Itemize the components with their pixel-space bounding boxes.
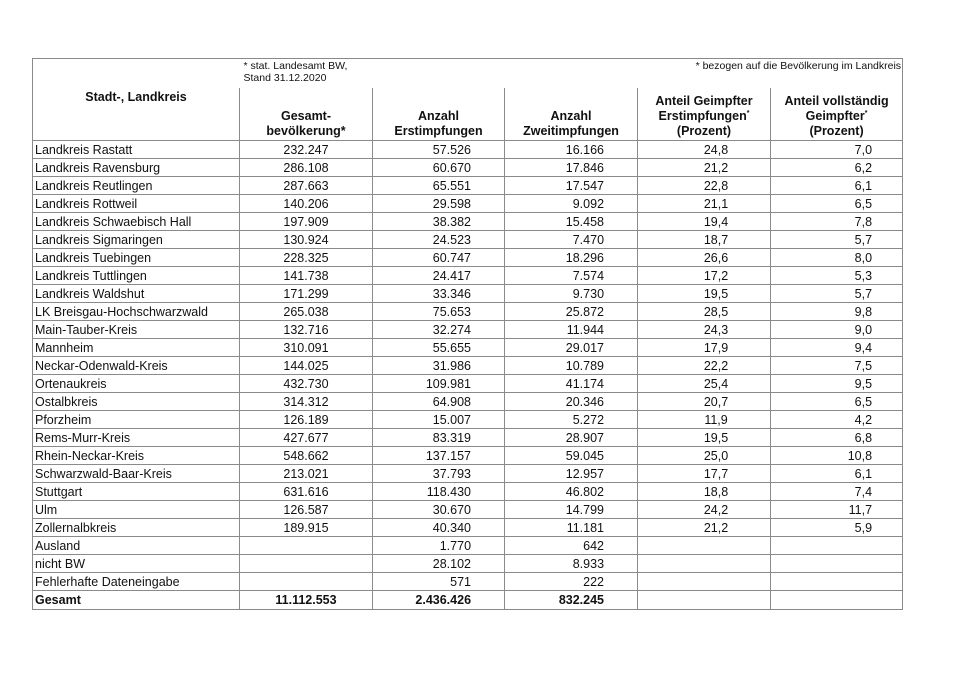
- share-full-cell: 9,8: [771, 303, 903, 321]
- population-cell: 232.247: [240, 141, 373, 159]
- first-vaccinations-cell: 1.770: [373, 537, 505, 555]
- second-vaccinations-cell: 29.017: [505, 339, 638, 357]
- population-cell: 631.616: [240, 483, 373, 501]
- share-full-header-line2: [775, 109, 898, 124]
- first-vaccinations-cell: 24.417: [373, 267, 505, 285]
- first-vaccinations-cell: 60.747: [373, 249, 505, 267]
- district-cell: Landkreis Reutlingen: [33, 177, 240, 195]
- share-full-cell: 6,5: [771, 393, 903, 411]
- second-vaccinations-cell: 12.957: [505, 465, 638, 483]
- total-second-vaccinations-cell: 832.245: [505, 591, 638, 610]
- table-row: [33, 501, 903, 519]
- population-cell: 287.663: [240, 177, 373, 195]
- share-full-cell: 7,4: [771, 483, 903, 501]
- first-header-line1: Anzahl: [418, 109, 459, 123]
- share-full-cell: 9,0: [771, 321, 903, 339]
- first-vaccinations-cell: 32.274: [373, 321, 505, 339]
- table-row: [33, 177, 903, 195]
- share-full-cell: 6,8: [771, 429, 903, 447]
- share-full-cell: 5,7: [771, 231, 903, 249]
- first-vaccinations-cell: 64.908: [373, 393, 505, 411]
- total-share-first-cell: [638, 591, 771, 610]
- population-cell: 126.587: [240, 501, 373, 519]
- share-first-cell: 17,2: [638, 267, 771, 285]
- district-cell: Ausland: [33, 537, 240, 555]
- share-full-cell: 8,0: [771, 249, 903, 267]
- share-full-cell: 6,5: [771, 195, 903, 213]
- share-first-cell: 21,1: [638, 195, 771, 213]
- population-header: [240, 88, 373, 141]
- population-cell: [240, 555, 373, 573]
- share-first-cell: 11,9: [638, 411, 771, 429]
- share-first-cell: 24,2: [638, 501, 771, 519]
- share-full-cell: [771, 573, 903, 591]
- footnote-blank: [33, 59, 240, 89]
- total-first-vaccinations-cell: 2.436.426: [373, 591, 505, 610]
- share-first-header-line1: Anteil Geimpfter: [655, 94, 753, 108]
- second-vaccinations-cell: 10.789: [505, 357, 638, 375]
- share-first-cell: 22,8: [638, 177, 771, 195]
- district-cell: Stuttgart: [33, 483, 240, 501]
- share-first-cell: 19,5: [638, 429, 771, 447]
- table-body: [33, 141, 903, 610]
- table-row: [33, 573, 903, 591]
- vaccination-table-sheet: [32, 58, 902, 610]
- first-vaccinations-cell: 28.102: [373, 555, 505, 573]
- population-cell: 144.025: [240, 357, 373, 375]
- population-cell: 140.206: [240, 195, 373, 213]
- table-row: [33, 231, 903, 249]
- table-row: [33, 519, 903, 537]
- share-first-cell: 25,0: [638, 447, 771, 465]
- first-vaccinations-cell: 118.430: [373, 483, 505, 501]
- first-vaccinations-cell: 38.382: [373, 213, 505, 231]
- district-cell: Landkreis Tuttlingen: [33, 267, 240, 285]
- district-cell: Ortenaukreis: [33, 375, 240, 393]
- population-cell: 130.924: [240, 231, 373, 249]
- share-first-cell: 18,8: [638, 483, 771, 501]
- share-first-cell: 24,3: [638, 321, 771, 339]
- share-full-header-text: Geimpfter: [805, 109, 865, 123]
- second-vaccinations-cell: 222: [505, 573, 638, 591]
- first-vaccinations-cell: 29.598: [373, 195, 505, 213]
- share-first-cell: 21,2: [638, 159, 771, 177]
- second-vaccinations-cell: 8.933: [505, 555, 638, 573]
- table-row: [33, 393, 903, 411]
- first-vaccinations-cell: 60.670: [373, 159, 505, 177]
- second-vaccinations-cell: 59.045: [505, 447, 638, 465]
- first-vaccinations-cell: 75.653: [373, 303, 505, 321]
- second-vaccinations-cell: 7.574: [505, 267, 638, 285]
- share-full-cell: 9,4: [771, 339, 903, 357]
- district-cell: LK Breisgau-Hochschwarzwald: [33, 303, 240, 321]
- share-full-cell: 5,3: [771, 267, 903, 285]
- share-first-cell: 19,5: [638, 285, 771, 303]
- total-district-cell: Gesamt: [33, 591, 240, 610]
- first-vaccinations-cell: 15.007: [373, 411, 505, 429]
- population-cell: 213.021: [240, 465, 373, 483]
- table-row: [33, 357, 903, 375]
- second-vaccinations-cell: 9.092: [505, 195, 638, 213]
- first-vaccinations-cell: 57.526: [373, 141, 505, 159]
- share-full-cell: 7,8: [771, 213, 903, 231]
- reference-note: * bezogen auf die Bevölkerung im Landkreis: [505, 59, 903, 89]
- first-vaccinations-cell: 30.670: [373, 501, 505, 519]
- population-header-line1: Gesamt-: [280, 109, 332, 123]
- district-header: Stadt-, Landkreis: [33, 88, 240, 141]
- share-first-cell: 18,7: [638, 231, 771, 249]
- population-cell: [240, 573, 373, 591]
- second-vaccinations-cell: 9.730: [505, 285, 638, 303]
- share-first-cell: 17,7: [638, 465, 771, 483]
- share-full-cell: 5,9: [771, 519, 903, 537]
- district-cell: Landkreis Ravensburg: [33, 159, 240, 177]
- population-cell: 141.738: [240, 267, 373, 285]
- population-cell: 427.677: [240, 429, 373, 447]
- share-first-cell: 26,6: [638, 249, 771, 267]
- table-row: [33, 465, 903, 483]
- table-row: [33, 537, 903, 555]
- share-full-cell: 7,5: [771, 357, 903, 375]
- total-share-full-cell: [771, 591, 903, 610]
- source-note: [240, 59, 505, 89]
- source-note-line2: Stand 31.12.2020: [243, 72, 327, 84]
- population-header-line2: bevölkerung*: [266, 124, 346, 138]
- table-row: [33, 195, 903, 213]
- footnote-mark: *: [746, 109, 750, 117]
- total-population-cell: 11.112.553: [240, 591, 373, 610]
- vaccination-table: [32, 58, 903, 610]
- share-first-cell: 28,5: [638, 303, 771, 321]
- share-full-cell: 7,0: [771, 141, 903, 159]
- first-vaccinations-cell: 137.157: [373, 447, 505, 465]
- share-full-cell: 6,1: [771, 177, 903, 195]
- second-vaccinations-cell: 46.802: [505, 483, 638, 501]
- share-first-header-line2: [642, 109, 766, 124]
- table-row: [33, 141, 903, 159]
- table-row: [33, 267, 903, 285]
- population-cell: 310.091: [240, 339, 373, 357]
- population-cell: 265.038: [240, 303, 373, 321]
- share-first-cell: [638, 537, 771, 555]
- population-cell: 197.909: [240, 213, 373, 231]
- district-cell: Neckar-Odenwald-Kreis: [33, 357, 240, 375]
- district-cell: Mannheim: [33, 339, 240, 357]
- second-vaccinations-cell: 16.166: [505, 141, 638, 159]
- table-row: [33, 429, 903, 447]
- district-cell: Fehlerhafte Dateneingabe: [33, 573, 240, 591]
- share-first-cell: 17,9: [638, 339, 771, 357]
- population-cell: 286.108: [240, 159, 373, 177]
- first-vaccinations-cell: 83.319: [373, 429, 505, 447]
- district-cell: Landkreis Rottweil: [33, 195, 240, 213]
- district-cell: Schwarzwald-Baar-Kreis: [33, 465, 240, 483]
- share-full-cell: 10,8: [771, 447, 903, 465]
- total-row: [33, 591, 903, 610]
- share-first-header-line3: (Prozent): [676, 124, 732, 138]
- table-row: [33, 159, 903, 177]
- share-first-header-text: Erstimpfungen: [658, 109, 747, 123]
- table-row: [33, 213, 903, 231]
- district-cell: Rems-Murr-Kreis: [33, 429, 240, 447]
- source-note-line1: * stat. Landesamt BW,: [243, 60, 348, 72]
- footnote-row: [33, 59, 903, 89]
- share-first-header: [638, 88, 771, 141]
- first-vaccinations-cell: 24.523: [373, 231, 505, 249]
- district-cell: Landkreis Tuebingen: [33, 249, 240, 267]
- share-full-cell: [771, 555, 903, 573]
- second-vaccinations-cell: 28.907: [505, 429, 638, 447]
- district-cell: Rhein-Neckar-Kreis: [33, 447, 240, 465]
- first-vaccinations-cell: 37.793: [373, 465, 505, 483]
- share-full-cell: 11,7: [771, 501, 903, 519]
- first-vaccinations-cell: 40.340: [373, 519, 505, 537]
- table-row: [33, 321, 903, 339]
- district-cell: nicht BW: [33, 555, 240, 573]
- second-vaccinations-cell: 5.272: [505, 411, 638, 429]
- second-vaccinations-cell: 14.799: [505, 501, 638, 519]
- share-first-cell: [638, 573, 771, 591]
- district-cell: Landkreis Schwaebisch Hall: [33, 213, 240, 231]
- first-vaccinations-cell: 109.981: [373, 375, 505, 393]
- header-row: [33, 88, 903, 141]
- second-header-line2: Zweitimpfungen: [523, 124, 619, 138]
- share-first-cell: 22,2: [638, 357, 771, 375]
- first-vaccinations-header: [373, 88, 505, 141]
- table-row: [33, 249, 903, 267]
- share-full-cell: 6,2: [771, 159, 903, 177]
- first-header-line2: Erstimpfungen: [394, 124, 483, 138]
- second-vaccinations-cell: 41.174: [505, 375, 638, 393]
- share-first-cell: 20,7: [638, 393, 771, 411]
- population-cell: 126.189: [240, 411, 373, 429]
- district-cell: Ostalbkreis: [33, 393, 240, 411]
- second-vaccinations-header: [505, 88, 638, 141]
- table-row: [33, 483, 903, 501]
- second-vaccinations-cell: 7.470: [505, 231, 638, 249]
- population-cell: 189.915: [240, 519, 373, 537]
- district-cell: Pforzheim: [33, 411, 240, 429]
- table-row: [33, 375, 903, 393]
- first-vaccinations-cell: 65.551: [373, 177, 505, 195]
- share-full-cell: 5,7: [771, 285, 903, 303]
- share-full-header-line3: (Prozent): [809, 124, 864, 138]
- population-cell: 171.299: [240, 285, 373, 303]
- first-vaccinations-cell: 33.346: [373, 285, 505, 303]
- table-row: [33, 339, 903, 357]
- share-first-cell: 21,2: [638, 519, 771, 537]
- table-row: [33, 285, 903, 303]
- second-vaccinations-cell: 642: [505, 537, 638, 555]
- population-cell: 228.325: [240, 249, 373, 267]
- population-cell: 432.730: [240, 375, 373, 393]
- table-row: [33, 411, 903, 429]
- population-cell: 548.662: [240, 447, 373, 465]
- share-first-cell: 25,4: [638, 375, 771, 393]
- second-header-line1: Anzahl: [550, 109, 592, 123]
- population-cell: 314.312: [240, 393, 373, 411]
- share-full-cell: 6,1: [771, 465, 903, 483]
- district-cell: Landkreis Sigmaringen: [33, 231, 240, 249]
- table-row: [33, 303, 903, 321]
- second-vaccinations-cell: 17.846: [505, 159, 638, 177]
- share-full-cell: 4,2: [771, 411, 903, 429]
- first-vaccinations-cell: 571: [373, 573, 505, 591]
- district-cell: Main-Tauber-Kreis: [33, 321, 240, 339]
- district-cell: Landkreis Rastatt: [33, 141, 240, 159]
- share-full-header: [771, 88, 903, 141]
- table-row: [33, 555, 903, 573]
- second-vaccinations-cell: 11.181: [505, 519, 638, 537]
- second-vaccinations-cell: 15.458: [505, 213, 638, 231]
- population-cell: [240, 537, 373, 555]
- district-cell: Ulm: [33, 501, 240, 519]
- share-first-cell: [638, 555, 771, 573]
- second-vaccinations-cell: 20.346: [505, 393, 638, 411]
- share-first-cell: 24,8: [638, 141, 771, 159]
- second-vaccinations-cell: 18.296: [505, 249, 638, 267]
- share-first-cell: 19,4: [638, 213, 771, 231]
- share-full-cell: [771, 537, 903, 555]
- first-vaccinations-cell: 31.986: [373, 357, 505, 375]
- table-row: [33, 447, 903, 465]
- first-vaccinations-cell: 55.655: [373, 339, 505, 357]
- population-cell: 132.716: [240, 321, 373, 339]
- share-full-header-line1: Anteil vollständig: [784, 94, 889, 108]
- district-cell: Zollernalbkreis: [33, 519, 240, 537]
- second-vaccinations-cell: 25.872: [505, 303, 638, 321]
- second-vaccinations-cell: 11.944: [505, 321, 638, 339]
- district-cell: Landkreis Waldshut: [33, 285, 240, 303]
- share-full-cell: 9,5: [771, 375, 903, 393]
- second-vaccinations-cell: 17.547: [505, 177, 638, 195]
- footnote-mark: *: [864, 109, 868, 117]
